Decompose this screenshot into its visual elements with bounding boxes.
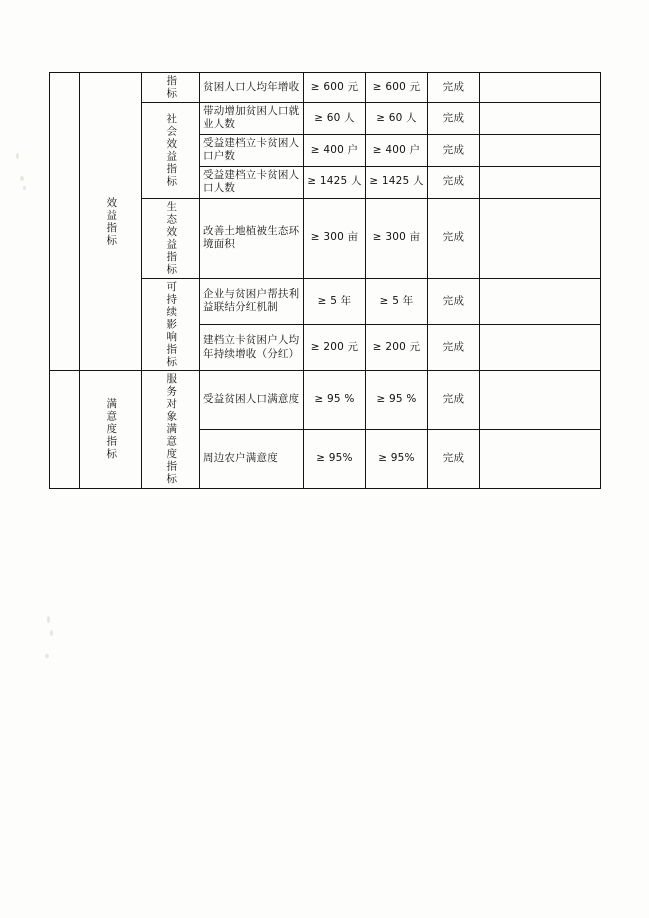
status-badge: 完成 xyxy=(428,103,480,135)
indicator-name: 建档立卡贫困户人均年持续增收（分红） xyxy=(200,324,304,370)
indicator-name: 带动增加贫困人口就业人数 xyxy=(200,103,304,135)
status-badge: 完成 xyxy=(428,324,480,370)
scan-speck xyxy=(47,616,50,623)
indicator-actual: ≥ 5 年 xyxy=(366,278,428,324)
status-badge: 完成 xyxy=(428,73,480,103)
indicator-note xyxy=(480,166,601,198)
row-marker-cell xyxy=(50,73,80,371)
indicator-note xyxy=(480,324,601,370)
indicator-target: ≥ 5 年 xyxy=(304,278,366,324)
indicator-target: ≥ 400 户 xyxy=(304,134,366,166)
scan-speck xyxy=(20,176,24,181)
status-badge: 完成 xyxy=(428,198,480,278)
indicator-target: ≥ 60 人 xyxy=(304,103,366,135)
performance-table-container xyxy=(49,72,600,489)
indicator-name: 改善土地植被生态环境面积 xyxy=(200,198,304,278)
indicator-actual: ≥ 200 元 xyxy=(366,324,428,370)
indicator-note xyxy=(480,73,601,103)
indicator-actual: ≥ 60 人 xyxy=(366,103,428,135)
status-badge: 完成 xyxy=(428,166,480,198)
indicator-actual: ≥ 95 % xyxy=(366,371,428,430)
secondary-indicator-sustainable: 可持续影响指标 xyxy=(142,278,200,371)
indicator-target: ≥ 95 % xyxy=(304,371,366,430)
primary-indicator-satisfaction: 满意度指标 xyxy=(80,371,142,489)
indicator-note xyxy=(480,103,601,135)
indicator-name: 周边农户满意度 xyxy=(200,429,304,488)
primary-indicator-benefit: 效益指标 xyxy=(80,73,142,371)
indicator-note xyxy=(480,429,601,488)
row-marker-cell xyxy=(50,371,80,489)
secondary-indicator-ecological: 生态效益指标 xyxy=(142,198,200,278)
table-row xyxy=(50,371,601,430)
status-badge: 完成 xyxy=(428,134,480,166)
secondary-indicator-service-object: 服务对象满意度指标 xyxy=(142,371,200,489)
indicator-target: ≥ 300 亩 xyxy=(304,198,366,278)
indicator-actual: ≥ 600 元 xyxy=(366,73,428,103)
indicator-target: ≥ 600 元 xyxy=(304,73,366,103)
scan-speck xyxy=(45,654,49,658)
indicator-note xyxy=(480,278,601,324)
indicator-note xyxy=(480,134,601,166)
indicator-name: 受益建档立卡贫困人口人数 xyxy=(200,166,304,198)
status-badge: 完成 xyxy=(428,371,480,430)
indicator-actual: ≥ 300 亩 xyxy=(366,198,428,278)
indicator-note xyxy=(480,371,601,430)
indicator-target: ≥ 1425 人 xyxy=(304,166,366,198)
scan-speck xyxy=(50,630,53,636)
indicator-actual: ≥ 400 户 xyxy=(366,134,428,166)
performance-indicator-table xyxy=(49,72,601,489)
table-row xyxy=(50,73,601,103)
indicator-name: 企业与贫困户帮扶利益联结分红机制 xyxy=(200,278,304,324)
indicator-name: 受益贫困人口满意度 xyxy=(200,371,304,430)
indicator-actual: ≥ 1425 人 xyxy=(366,166,428,198)
indicator-target: ≥ 200 元 xyxy=(304,324,366,370)
indicator-actual: ≥ 95% xyxy=(366,429,428,488)
secondary-indicator-header-partial: 指标 xyxy=(142,73,200,103)
indicator-name: 受益建档立卡贫困人口户数 xyxy=(200,134,304,166)
indicator-note xyxy=(480,198,601,278)
scan-speck xyxy=(23,186,26,190)
indicator-target: ≥ 95% xyxy=(304,429,366,488)
indicator-name: 贫困人口人均年增收 xyxy=(200,73,304,103)
scan-speck xyxy=(16,153,19,159)
status-badge: 完成 xyxy=(428,278,480,324)
secondary-indicator-social: 社会效益指标 xyxy=(142,103,200,199)
status-badge: 完成 xyxy=(428,429,480,488)
